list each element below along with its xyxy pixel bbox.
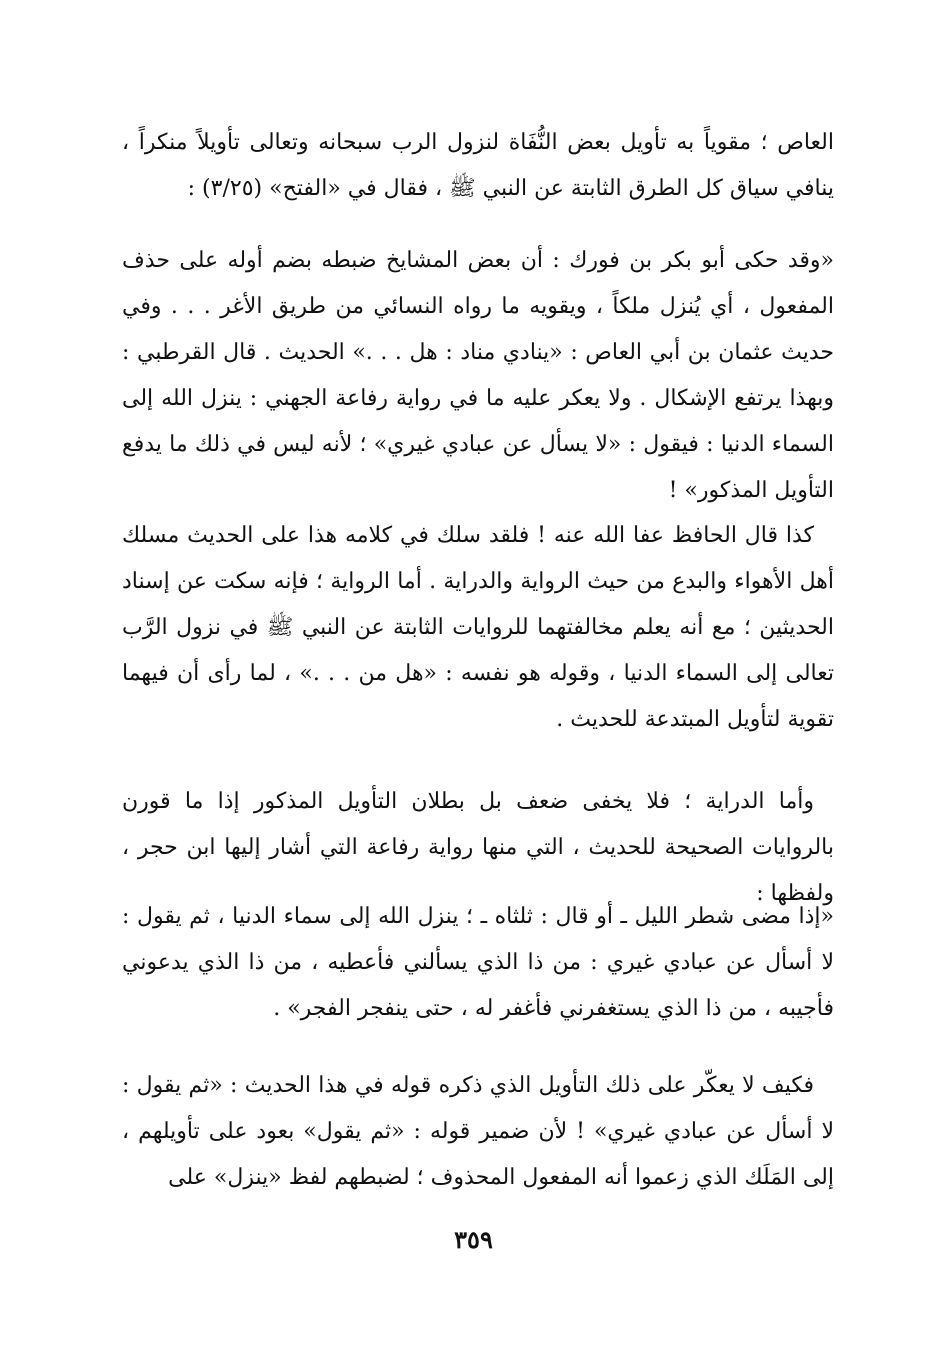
paragraph-2-quote-fath bbox=[122, 238, 834, 514]
paragraph-text: وأما الدراية ؛ فلا يخفى ضعف بل بطلان التأويل المذكور إذا ما قورن بالروايات الصحيحة للحديث ، التي منها رواية رفاعة التي أشار إليها ابن حجر ، ولفظها : bbox=[122, 789, 834, 906]
page-number: ٣٥٩ bbox=[454, 1225, 493, 1254]
paragraph-6 bbox=[122, 1063, 834, 1201]
paragraph-text: فكيف لا يعكّر على ذلك التأويل الذي ذكره قوله في هذا الحديث : «ثم يقول : لا أسأل عن عبادي غيري» ! لأن ضمير قوله : «ثم يقول» بعود على تأويلهم ، إلى المَلَك الذي زعموا أنه المفعول المحذوف ؛ لضبطهم لفظ «ينزل» على bbox=[122, 1073, 834, 1190]
paragraph-text: «وقد حكى أبو بكر بن فورك : أن بعض المشايخ ضبطه بضم أوله على حذف المفعول ، أي يُنزل ملكاً ، ويقويه ما رواه النسائي من طريق الأغر . . . وفي حديث عثمان بن أبي العاص : «ينادي مناد : هل . . .» الحديث . قال القرطبي : وبهذا يرتفع الإشكال . ولا يعكر عليه ما في رواية رفاعة الجهني : ينزل الله إلى السماء الدنيا : فيقول : «لا يسأل عن عبادي غيري» ؛ لأنه ليس في ذلك ما يدفع التأويل المذكور» ! bbox=[122, 248, 834, 503]
paragraph-1 bbox=[122, 120, 834, 212]
paragraph-text: «إذا مضى شطر الليل ـ أو قال : ثلثاه ـ ؛ ينزل الله إلى سماء الدنيا ، ثم يقول : لا أسأل عن عبادي غيري : من ذا الذي يسألني فأعطيه ، من ذا الذي يدعوني فأجيبه ، من ذا الذي يستغفرني فأغفر له ، حتى ينفجر الفجر» . bbox=[122, 904, 834, 1021]
paragraph-text: العاص ؛ مقوياً به تأويل بعض النُّفَاة لنزول الرب سبحانه وتعالى تأويلاً منكراً ، ينافي سياق كل الطرق الثابتة عن النبي ﷺ ، فقال في «الفتح» (٣/٢٥) : bbox=[122, 130, 834, 201]
paragraph-text: كذا قال الحافظ عفا الله عنه ! فلقد سلك في كلامه هذا على الحديث مسلك أهل الأهواء والبدع من حيث الرواية والدراية . أما الرواية ؛ فإنه سكت عن إسناد الحديثين ؛ مع أنه يعلم مخالفتهما للروايات الثابتة عن النبي ﷺ في نزول الرَّب تعالى إلى السماء الدنيا ، وقوله هو نفسه : «هل من . . .» ، لما رأى أن فيهما تقوية لتأويل المبتدعة للحديث . bbox=[122, 523, 834, 732]
paragraph-5-hadith-quote bbox=[122, 894, 834, 1032]
paragraph-3 bbox=[122, 513, 834, 743]
